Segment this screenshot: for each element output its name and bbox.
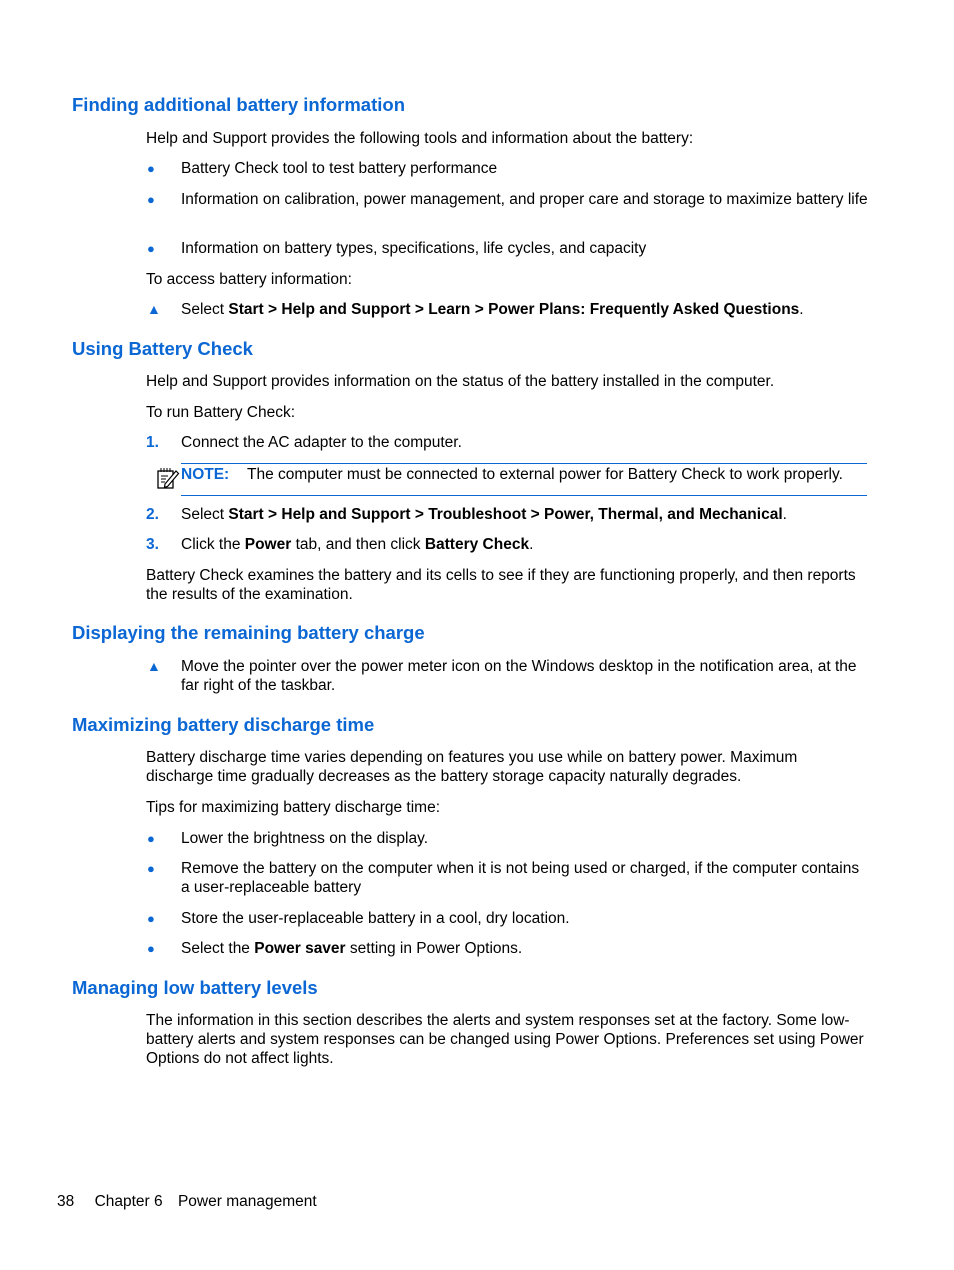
bullet-icon: ●: [147, 241, 155, 256]
numbered-step: 2. Select Start > Help and Support > Troubleshoot > Power, Thermal, and Mechanical.: [146, 506, 787, 523]
paragraph: To access battery information:: [146, 271, 352, 288]
heading-finding-battery-info: Finding additional battery information: [72, 94, 405, 115]
paragraph: Battery discharge time varies depending on features you use while on battery power. Maximum discharge time gradually decreases as the battery storage capacity naturally degrades.: [146, 749, 798, 785]
page-footer: [57, 1192, 317, 1211]
footer-title: Power management: [177, 1193, 317, 1210]
bullet-icon: ●: [147, 911, 155, 926]
heading-maximizing-discharge: Maximizing battery discharge time: [72, 714, 375, 735]
paragraph: The information in this section describes the alerts and system responses set at the factory. Some low-battery alerts and system responses can be changed using Power Options. Preferences set using Power Options do not affect lights.: [146, 1012, 864, 1067]
note-text: The computer must be connected to external power for Battery Check to work properly.: [247, 466, 843, 483]
numbered-step: 1. Connect the AC adapter to the computer.: [146, 434, 462, 451]
bullet-icon: ●: [147, 831, 155, 846]
list-item: ● Store the user-replaceable battery in a cool, dry location.: [147, 910, 570, 927]
step-item: ▲ Select Start > Help and Support > Learn > Power Plans: Frequently Asked Questions.: [147, 301, 804, 318]
paragraph: To run Battery Check:: [146, 404, 296, 421]
list-item: ● Remove the battery on the computer when it is not being used or charged, if the computer contains a user-replaceable battery: [147, 860, 860, 896]
triangle-icon: ▲: [147, 658, 161, 674]
paragraph: Tips for maximizing battery discharge time:: [146, 799, 441, 816]
heading-using-battery-check: Using Battery Check: [72, 338, 253, 359]
step-item: ▲ Move the pointer over the power meter icon on the Windows desktop in the notification area, at the far right of the taskbar.: [147, 658, 857, 694]
bullet-icon: ●: [147, 161, 155, 176]
bullet-icon: ●: [147, 192, 155, 207]
note-label: NOTE:: [181, 466, 230, 483]
list-item: ● Lower the brightness on the display.: [147, 830, 429, 847]
numbered-step: 3. Click the Power tab, and then click Battery Check.: [146, 536, 534, 553]
note-icon: [156, 466, 180, 490]
list-item: ● Information on calibration, power management, and proper care and storage to maximize battery life: [147, 191, 868, 208]
list-item: ● Battery Check tool to test battery performance: [147, 160, 498, 177]
list-item: ● Select the Power saver setting in Power Options.: [147, 940, 523, 957]
paragraph: Battery Check examines the battery and its cells to see if they are functioning properly, and then reports the results of the examination.: [146, 567, 856, 603]
bullet-icon: ●: [147, 941, 155, 956]
footer-chapter: Chapter 6: [94, 1193, 163, 1210]
list-item: ● Information on battery types, specifications, life cycles, and capacity: [147, 240, 647, 257]
bullet-icon: ●: [147, 861, 155, 876]
page-number: 38: [57, 1193, 75, 1210]
paragraph: Help and Support provides the following tools and information about the battery:: [146, 130, 694, 147]
heading-displaying-charge: Displaying the remaining battery charge: [72, 622, 425, 643]
triangle-icon: ▲: [147, 301, 161, 317]
heading-managing-low-battery: Managing low battery levels: [72, 977, 318, 998]
paragraph: Help and Support provides information on the status of the battery installed in the computer.: [146, 373, 775, 390]
note-box: [181, 463, 867, 496]
